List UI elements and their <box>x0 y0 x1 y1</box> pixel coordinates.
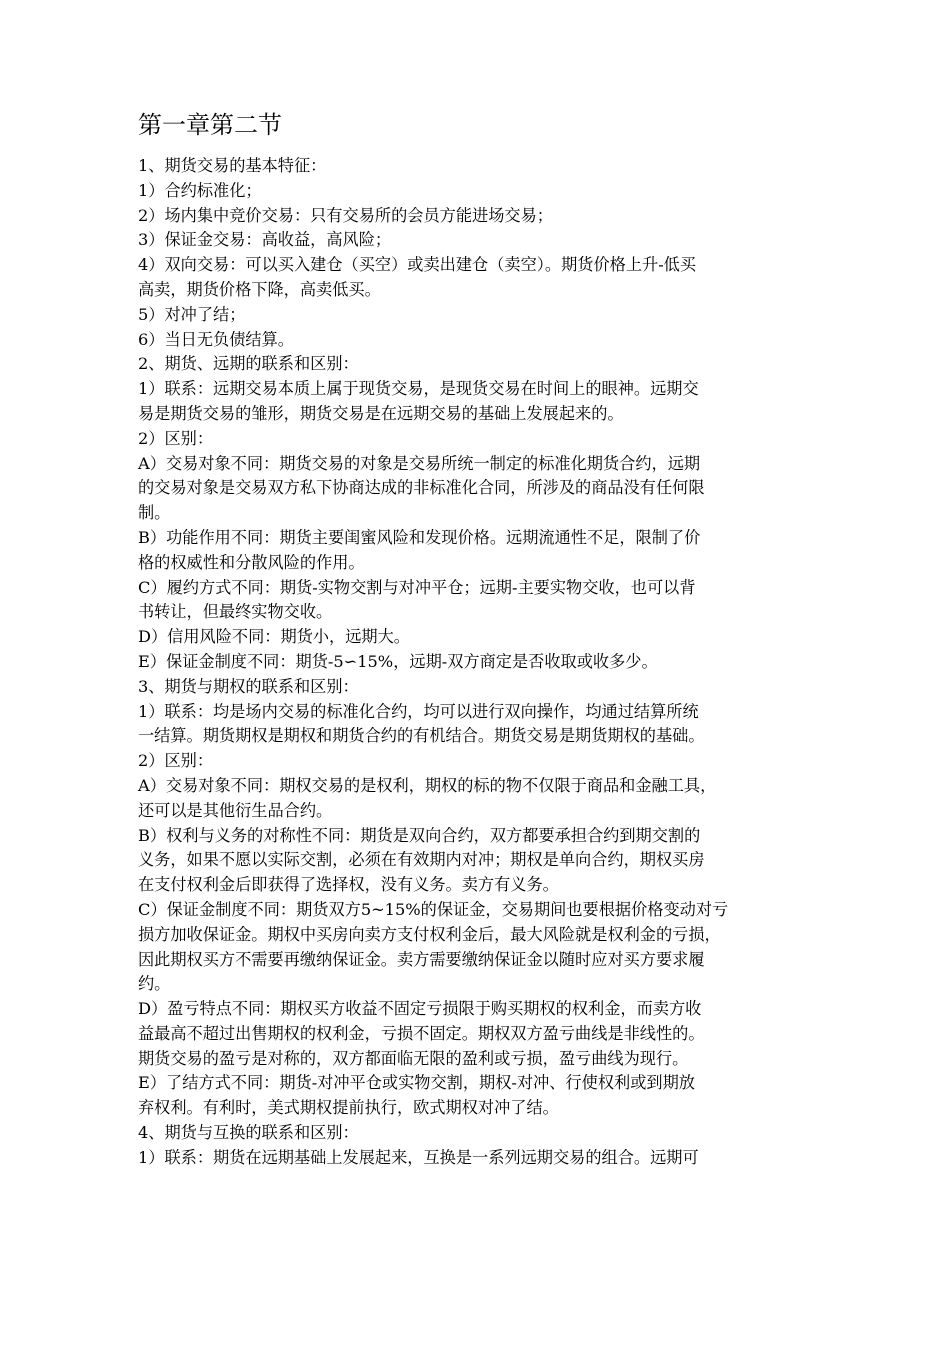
text-line: 2）场内集中竞价交易：只有交易所的会员方能进场交易； <box>138 205 553 225</box>
text-line: C）保证金制度不同：期货双方5~15%的保证金，交易期间也要根据价格变动对亏 <box>138 899 729 919</box>
text-line: 约。 <box>138 974 171 994</box>
text-line: 高卖，期货价格下降，高卖低买。 <box>138 279 381 299</box>
text-line: E）了结方式不同：期货-对冲平仓或实物交割，期权-对冲、行使权利或到期放 <box>138 1073 695 1093</box>
text-line: 在支付权利金后即获得了选择权，没有义务。卖方有义务。 <box>138 875 559 895</box>
text-line: 易是期货交易的雏形，期货交易是在远期交易的基础上发展起来的。 <box>138 403 624 423</box>
text-line: 还可以是其他衍生品合约。 <box>138 800 333 820</box>
text-line: D）信用风险不同：期货小，远期大。 <box>138 627 410 647</box>
text-line: 一结算。期货期权是期权和期货合约的有机结合。期货交易是期货期权的基础。 <box>138 726 705 746</box>
text-line: A）交易对象不同：期权交易的是权利，期权的标的物不仅限于商品和金融工具， <box>138 775 717 795</box>
text-line: 2、期货、远期的联系和区别： <box>138 354 359 374</box>
text-line: 的交易对象是交易双方私下协商达成的非标准化合同，所涉及的商品没有任何限 <box>138 478 705 498</box>
text-line: 4）双向交易：可以买入建仓（买空）或卖出建仓（卖空）。期货价格上升-低买 <box>138 255 697 275</box>
text-line: 5）对冲了结； <box>138 304 246 324</box>
text-line: 3）保证金交易：高收益，高风险； <box>138 230 392 250</box>
text-line: 3、期货与期权的联系和区别： <box>138 676 359 696</box>
text-line: 益最高不超过出售期权的权利金，亏损不固定。期权双方盈亏曲线是非线性的。 <box>138 1023 705 1043</box>
text-line: 格的权威性和分散风险的作用。 <box>138 552 365 572</box>
section-title: 第一章第二节 <box>138 111 282 139</box>
text-line: 弃权利。有利时，美式期权提前执行，欧式期权对冲了结。 <box>138 1098 559 1118</box>
text-line: 2）区别： <box>138 751 214 771</box>
text-line: B）功能作用不同：期货主要闺蜜风险和发现价格。远期流通性不足，限制了价 <box>138 527 701 547</box>
text-line: 制。 <box>138 503 171 523</box>
text-line: 1）合约标准化； <box>138 180 262 200</box>
text-line: 1）联系：期货在远期基础上发展起来，互换是一系列远期交易的组合。远期可 <box>138 1147 699 1167</box>
text-line: C）履约方式不同：期货-实物交割与对冲平仓；远期-主要实物交收，也可以背 <box>138 577 696 597</box>
document-body <box>138 108 810 1171</box>
text-line: 损方加收保证金。期权中买房向卖方支付权利金后，最大风险就是权利金的亏损， <box>138 924 721 944</box>
text-line: 期货交易的盈亏是对称的，双方都面临无限的盈利或亏损，盈亏曲线为现行。 <box>138 1048 689 1068</box>
text-line: 6）当日无负债结算。 <box>138 329 294 349</box>
text-line: 因此期权买方不需要再缴纳保证金。卖方需要缴纳保证金以随时应对买方要求履 <box>138 949 705 969</box>
text-line: 2）区别： <box>138 428 214 448</box>
text-line: 1）联系：远期交易本质上属于现货交易，是现货交易在时间上的眼神。远期交 <box>138 379 699 399</box>
text-line: E）保证金制度不同：期货-5∽15%，远期-双方商定是否收取或收多少。 <box>138 651 658 671</box>
text-line: 1）联系：均是场内交易的标准化合约，均可以进行双向操作，均通过结算所统 <box>138 701 699 721</box>
text-line: 4、期货与互换的联系和区别： <box>138 1123 359 1143</box>
text-line: B）权利与义务的对称性不同：期货是双向合约，双方都要承担合约到期交割的 <box>138 825 701 845</box>
text-lines <box>138 154 810 1171</box>
text-line: A）交易对象不同：期货交易的对象是交易所统一制定的标准化期货合约，远期 <box>138 453 701 473</box>
text-line: 义务，如果不愿以实际交割，必须在有效期内对冲；期权是单向合约，期权买房 <box>138 850 705 870</box>
text-line: D）盈亏特点不同：期权买方收益不固定亏损限于购买期权的权利金，而卖方收 <box>138 999 702 1019</box>
text-line: 1、期货交易的基本特征： <box>138 156 327 175</box>
text-line: 书转让，但最终实物交收。 <box>138 602 333 622</box>
